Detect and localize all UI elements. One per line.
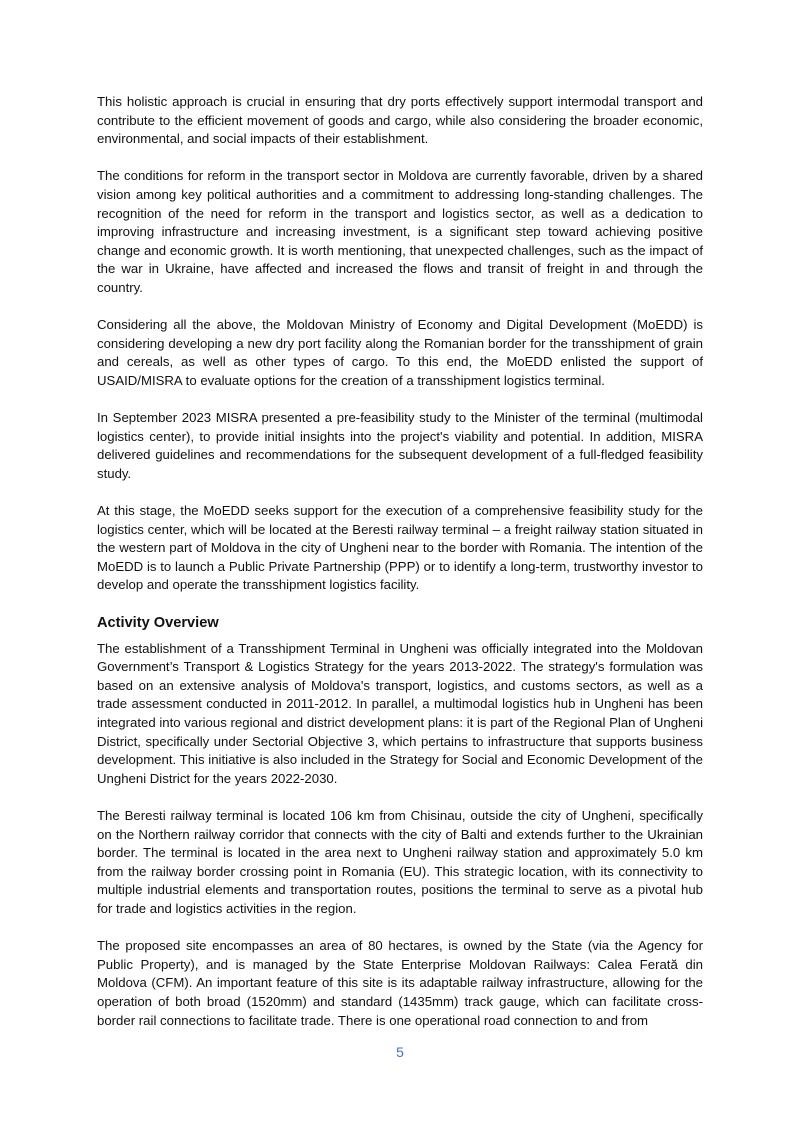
paragraph-location: The Beresti railway terminal is located 106 km from Chisinau, outside the city of Ungheni, specifically on the Northern railway corridor that connects with the city of Balti and extends further to the Ukrainian border. The terminal is located in the area next to Ungheni railway station and approximately 5.0 km from the railway border crossing point in Romania (EU). This strategic location, with its connectivity to multiple industrial elements and transportation routes, positions the terminal to serve as a pivotal hub for trade and logistics activities in the region.	[97, 807, 703, 916]
paragraph-pre-feasibility: In September 2023 MISRA presented a pre-feasibility study to the Minister of the terminal (multimodal logistics center), to provide initial insights into the project's viability and potential. In addition, MISRA delivered guidelines and recommendations for the subsequent development of a full-fledged feasibility study.	[97, 410, 703, 481]
page-number: 5	[396, 1044, 404, 1060]
document-page	[97, 93, 703, 1049]
section-heading-activity-overview: Activity Overview	[97, 614, 219, 631]
paragraph-establishment: The establishment of a Transshipment Terminal in Ungheni was officially integrated into the Moldovan Government’s Transport & Logistics Strategy for the years 2013-2022. The strategy's formulation was based on an extensive analysis of Moldova's transport, logistics, and customs sectors, as well as a trade assessment conducted in 2011-2012. In parallel, a multimodal logistics hub in Ungheni has been integrated into various regional and district development plans: it is part of the Regional Plan of Ungheni District, specifically under Sectorial Objective 3, which pertains to infrastructure that supports business development. This initiative is also included in the Strategy for Social and Economic Development of the Ungheni District for the years 2022-2030.	[97, 640, 703, 786]
paragraph-holistic-approach: This holistic approach is crucial in ensuring that dry ports effectively support intermodal transport and contribute to the efficient movement of goods and cargo, while also considering the broader economic, environmental, and social impacts of their establishment.	[97, 94, 703, 147]
paragraph-moedd-dry-port: Considering all the above, the Moldovan Ministry of Economy and Digital Development (MoEDD) is considering developing a new dry port facility along the Romanian border for the transshipment of grain and cereals, as well as other types of cargo. To this end, the MoEDD enlisted the support of USAID/MISRA to evaluate options for the creation of a transshipment logistics terminal.	[97, 317, 703, 388]
paragraph-site: The proposed site encompasses an area of 80 hectares, is owned by the State (via the Agency for Public Property), and is managed by the State Enterprise Moldovan Railways: Calea Ferată din Moldova (CFM). An important feature of this site is its adaptable railway infrastructure, allowing for the operation of both broad (1520mm) and standard (1435mm) track gauge, which can facilitate cross-border rail connections to facilitate trade. There is one operational road connection to and from	[97, 938, 703, 1028]
paragraph-reform-conditions: The conditions for reform in the transport sector in Moldova are currently favorable, driven by a shared vision among key political authorities and a commitment to addressing long-standing challenges. The recognition of the need for reform in the transport and logistics sector, as well as a dedication to improving infrastructure and increasing investment, is a significant step toward achieving positive change and economic growth. It is worth mentioning, that unexpected challenges, such as the impact of the war in Ukraine, have affected and increased the flows and transit of freight in and through the country.	[97, 168, 703, 295]
paragraph-current-stage: At this stage, the MoEDD seeks support for the execution of a comprehensive feasibility study for the logistics center, which will be located at the Beresti railway terminal – a freight railway station situated in the western part of Moldova in the city of Ungheni near to the border with Romania. The intention of the MoEDD is to launch a Public Private Partnership (PPP) or to identify a long-term, trustworthy investor to develop and operate the transshipment logistics facility.	[97, 503, 703, 593]
